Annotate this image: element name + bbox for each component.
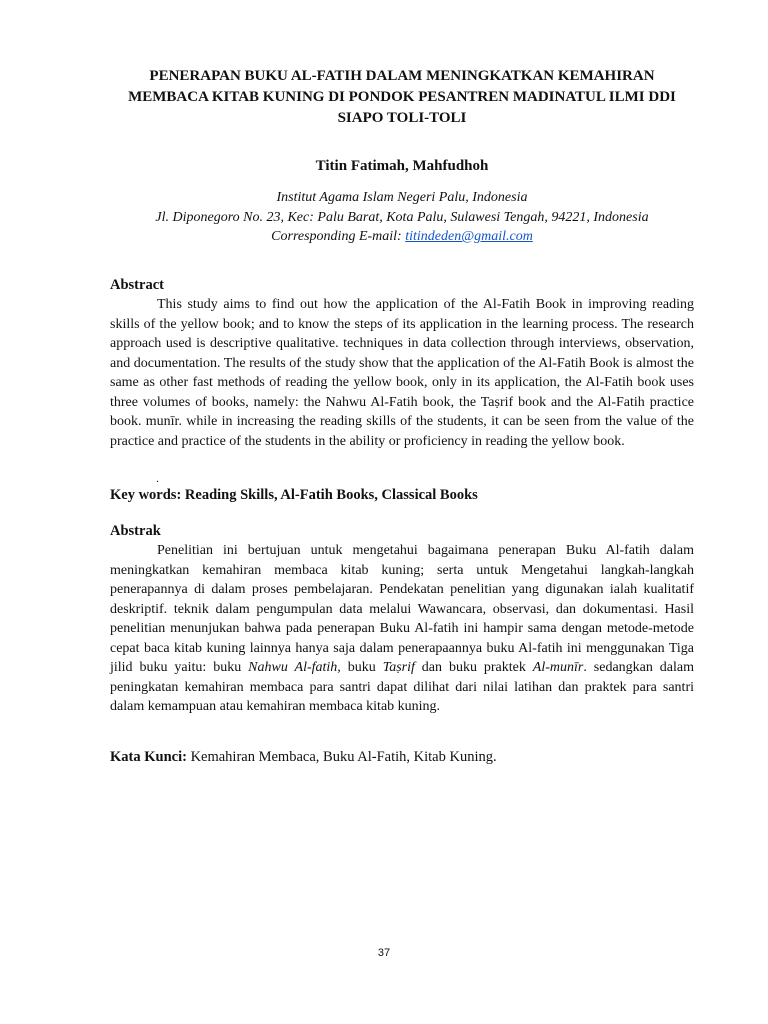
kata-kunci-label: Kata Kunci: xyxy=(110,749,187,765)
title-line: PENERAPAN BUKU AL-FATIH DALAM MENINGKATKAN KEMAHIRAN xyxy=(149,68,655,84)
abstrak-italic-term: Nahwu Al-fatih, xyxy=(248,660,341,675)
keywords-indonesian xyxy=(110,748,700,767)
email-link[interactable]: titindeden@gmail.com xyxy=(405,229,533,244)
abstract-indonesian-text xyxy=(110,541,694,717)
abstract-heading: Abstract xyxy=(110,277,164,293)
title-line: MEMBACA KITAB KUNING DI PONDOK PESANTREN MADINATUL ILMI DDI xyxy=(128,89,676,105)
abstrak-italic-term: Al-munīr xyxy=(532,660,584,675)
title-line: SIAPO TOLI-TOLI xyxy=(337,110,467,126)
abstrak-text-part: . sedangkan dalam peningkatan kemahiran membaca para santri dapat dilihat dari nilai latihan dan praktek para santri dalam kemampuan atau kemahiran membaca kitab kuning. xyxy=(110,660,695,714)
abstract-english xyxy=(110,295,694,451)
stray-dot: . xyxy=(156,471,159,485)
email-label: Corresponding E-mail: xyxy=(271,229,406,244)
paper-title xyxy=(110,66,694,129)
author-names: Titin Fatimah, Mahfudhoh xyxy=(315,158,489,174)
address: Jl. Diponegoro No. 23, Kec: Palu Barat, Kota Palu, Sulawesi Tengah, 94221, Indonesia xyxy=(155,209,649,225)
institution: Institut Agama Islam Negeri Palu, Indonesia xyxy=(276,190,528,205)
abstrak-heading: Abstrak xyxy=(110,523,161,539)
abstract-english-text: This study aims to find out how the application of the Al-Fatih Book in improving reading skills of the yellow book; and to know the steps of its application in the learning process. The research approach used is descriptive qualitative. techniques in data collection through interviews, observation, and documentation. The results of the study show that the application of the Al-Fatih Book is almost the same as other fast methods of reading the yellow book, only in its application, the Al-Fatih book uses three volumes of books, namely: the Nahwu Al-Fatih book, the Taṣrif book and the Al-Fatih practice book. munīr. while in increasing the reading skills of the students, it can be seen from the value of the practice and practice of the students in the ability or proficiency in reading the yellow book. xyxy=(110,297,694,449)
corresponding-email-line xyxy=(100,227,704,247)
abstrak-text-part: buku xyxy=(340,660,383,675)
abstrak-text-part: Penelitian ini bertujuan untuk mengetahui bagaimana penerapan Buku Al-fatih dalam meningkatkan kemahiran membaca kitab kuning; serta untuk Mengetahui langkah-langkah penerapannya di dalam proses pembelajaran. Pendekatan penelitian yang digunakan ialah kualitatif deskriptif. teknik dalam pengumpulan data melalui Wawancara, observasi, dan dokumentasi. Hasil penelitian menunjukan bahwa pada penerapan Buku Al-fatih ini hampir sama dengan metode-metode cepat baca kitab kuning lainnya hanya saja dalam penerapaannya buku Al-fatih ini menggunakan Tiga jilid buku yaitu: buku xyxy=(110,543,694,675)
affiliation-block xyxy=(100,188,704,247)
page-number: 37 xyxy=(377,947,391,959)
keywords-value: Reading Skills, Al-Fatih Books, Classical Books xyxy=(181,487,478,503)
abstract-indonesian xyxy=(110,541,694,717)
keywords-english xyxy=(110,486,700,505)
abstrak-italic-term: Taṣrif xyxy=(382,660,415,675)
abstrak-text-part: dan buku praktek xyxy=(414,660,533,675)
keywords-label: Key words: xyxy=(110,487,182,503)
kata-kunci-value: Kemahiran Membaca, Buku Al-Fatih, Kitab Kuning. xyxy=(186,749,497,765)
